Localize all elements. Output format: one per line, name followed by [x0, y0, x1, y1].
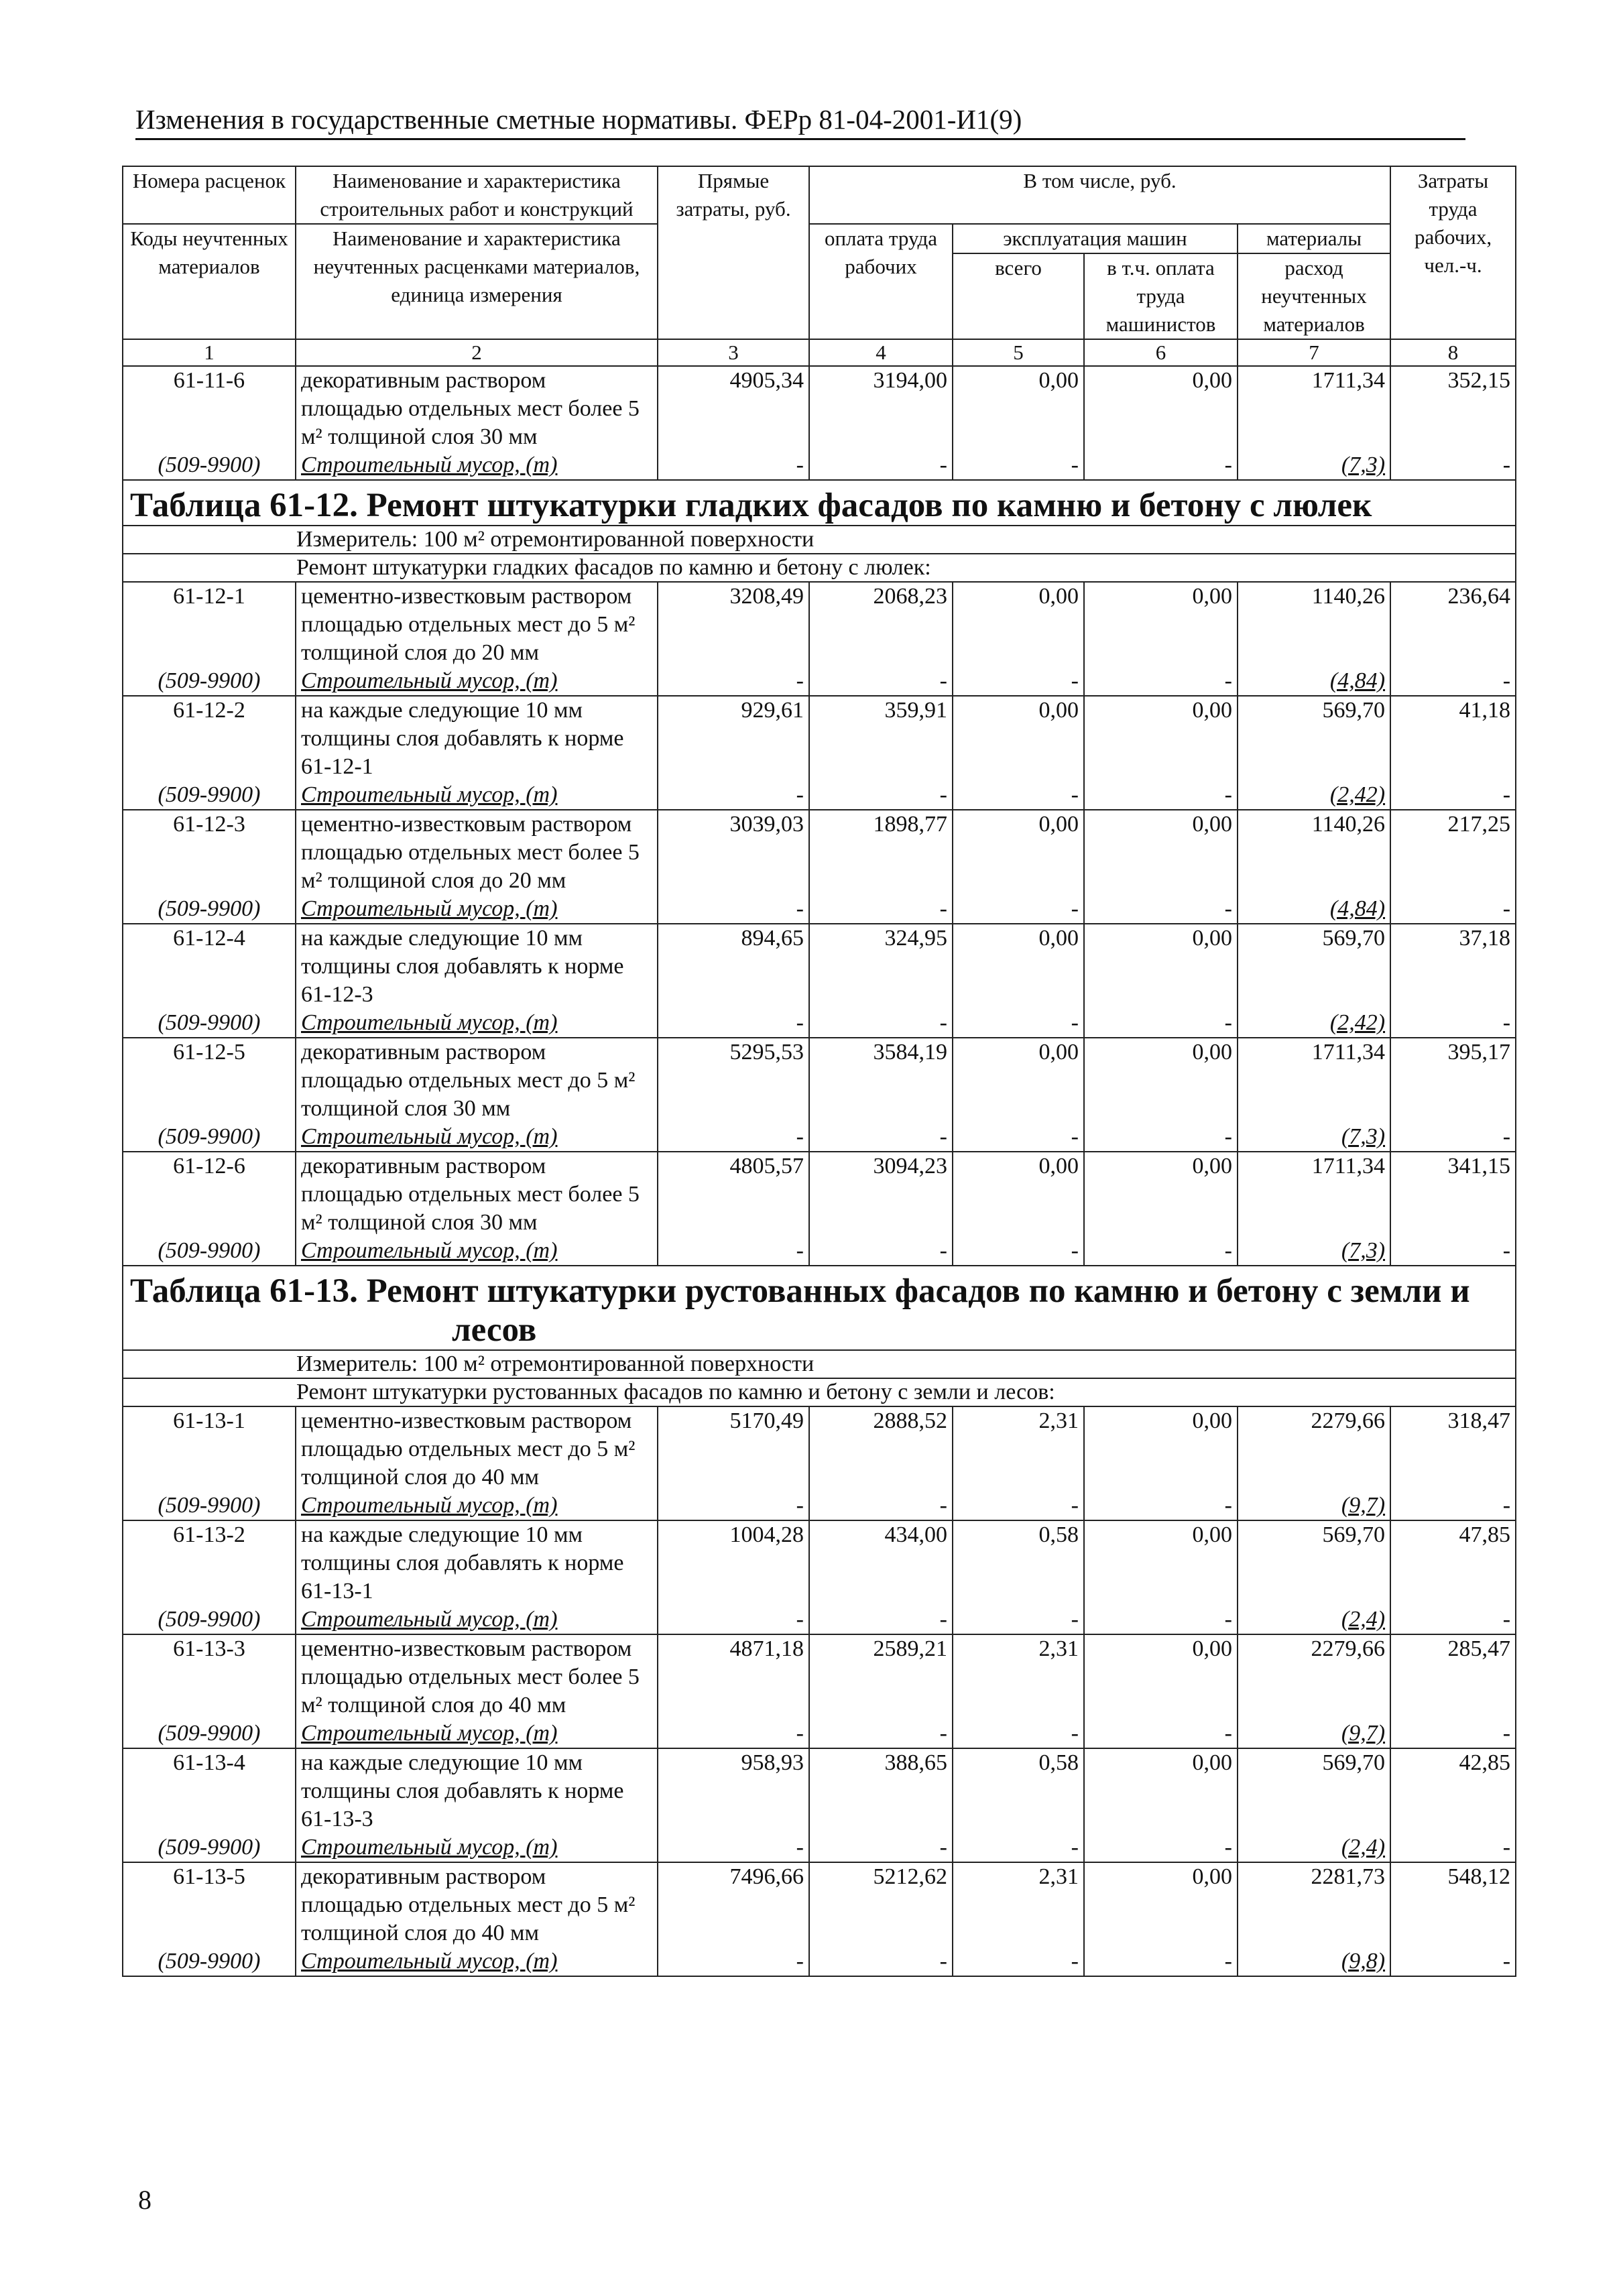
material-code: (509-9900) [123, 667, 296, 696]
table-61-12-subtitle: Ремонт штукатурки гладких фасадов по камню и бетону с люлек: [123, 554, 1516, 582]
material-code: (509-9900) [123, 1492, 296, 1520]
direct-costs-value: 4805,57 [658, 1152, 809, 1237]
table-61-13-meter-row [123, 1350, 1516, 1378]
rate-row [123, 366, 1516, 451]
empty-value-dash: - [809, 781, 953, 810]
empty-value-dash: - [953, 1947, 1084, 1976]
empty-value-dash: - [1390, 1123, 1516, 1152]
header-row-1 [123, 166, 1516, 224]
empty-value-dash: - [1390, 781, 1516, 810]
materials-value: 569,70 [1238, 1520, 1390, 1606]
labor-hours-value: 285,47 [1390, 1634, 1516, 1719]
empty-value-dash: - [953, 667, 1084, 696]
empty-value-dash: - [1084, 781, 1238, 810]
machinist-pay-value: 0,00 [1084, 1520, 1238, 1606]
machinist-pay-value: 0,00 [1084, 810, 1238, 895]
rate-row [123, 924, 1516, 1009]
direct-costs-value: 5170,49 [658, 1406, 809, 1492]
empty-value-dash: - [658, 667, 809, 696]
rate-code: 61-12-2 [123, 696, 296, 781]
empty-value-dash: - [658, 781, 809, 810]
material-name: Строительный мусор, (т) [296, 1833, 658, 1862]
header-machinist-pay: в т.ч. оплата труда машинистов [1084, 253, 1238, 339]
header-materials-group: материалы [1238, 224, 1390, 253]
rate-code: 61-11-6 [123, 366, 296, 451]
empty-value-dash: - [953, 781, 1084, 810]
empty-value-dash: - [1084, 667, 1238, 696]
material-row [123, 1492, 1516, 1520]
material-quantity: (4,84) [1238, 895, 1390, 924]
table-61-13-title [123, 1266, 1516, 1350]
direct-costs-value: 929,61 [658, 696, 809, 781]
empty-value-dash: - [658, 895, 809, 924]
material-name: Строительный мусор, (т) [296, 895, 658, 924]
empty-value-dash: - [809, 1492, 953, 1520]
page-number: 8 [138, 2185, 152, 2215]
machinist-pay-value: 0,00 [1084, 1152, 1238, 1237]
empty-value-dash: - [1084, 1123, 1238, 1152]
column-number: 3 [658, 339, 809, 366]
labor-pay-value: 388,65 [809, 1748, 953, 1833]
machines-total-value: 0,00 [953, 366, 1084, 451]
empty-value-dash: - [953, 1009, 1084, 1038]
empty-value-dash: - [953, 1123, 1084, 1152]
empty-value-dash: - [809, 1833, 953, 1862]
machinist-pay-value: 0,00 [1084, 1862, 1238, 1947]
material-name: Строительный мусор, (т) [296, 1009, 658, 1038]
material-quantity: (4,84) [1238, 667, 1390, 696]
empty-value-dash: - [1084, 1947, 1238, 1976]
material-row [123, 1606, 1516, 1634]
material-name: Строительный мусор, (т) [296, 667, 658, 696]
material-code: (509-9900) [123, 1947, 296, 1976]
materials-value: 569,70 [1238, 924, 1390, 1009]
rate-description: декоративным раствором площадью отдельных мест более 5 м² толщиной слоя 30 мм [296, 1152, 658, 1237]
material-quantity: (2,42) [1238, 781, 1390, 810]
material-quantity: (7,3) [1238, 1237, 1390, 1266]
material-quantity: (2,4) [1238, 1833, 1390, 1862]
labor-pay-value: 2888,52 [809, 1406, 953, 1492]
rate-description: на каждые следующие 10 мм толщины слоя добавлять к норме 61-12-1 [296, 696, 658, 781]
direct-costs-value: 7496,66 [658, 1862, 809, 1947]
machines-total-value: 0,00 [953, 810, 1084, 895]
machinist-pay-value: 0,00 [1084, 696, 1238, 781]
material-name: Строительный мусор, (т) [296, 1947, 658, 1976]
empty-value-dash: - [1084, 1492, 1238, 1520]
empty-value-dash: - [953, 1719, 1084, 1748]
direct-costs-value: 958,93 [658, 1748, 809, 1833]
material-row [123, 895, 1516, 924]
rate-description: на каждые следующие 10 мм толщины слоя добавлять к норме 61-12-3 [296, 924, 658, 1009]
empty-value-dash: - [809, 451, 953, 480]
material-row [123, 1947, 1516, 1976]
rate-code: 61-13-4 [123, 1748, 296, 1833]
material-row [123, 1719, 1516, 1748]
rate-code: 61-13-3 [123, 1634, 296, 1719]
machinist-pay-value: 0,00 [1084, 1406, 1238, 1492]
machines-total-value: 0,00 [953, 1152, 1084, 1237]
table-61-12-meter-row [123, 526, 1516, 554]
table-61-12-title: Таблица 61-12. Ремонт штукатурки гладких фасадов по камню и бетону с люлек [123, 480, 1516, 526]
direct-costs-value: 3039,03 [658, 810, 809, 895]
material-quantity: (2,42) [1238, 1009, 1390, 1038]
rate-description: декоративным раствором площадью отдельных мест более 5 м² толщиной слоя 30 мм [296, 366, 658, 451]
header-materials-consumption: расход неучтенных материалов [1238, 253, 1390, 339]
empty-value-dash: - [1390, 1237, 1516, 1266]
material-quantity: (7,3) [1238, 1123, 1390, 1152]
labor-hours-value: 236,64 [1390, 582, 1516, 667]
labor-pay-value: 1898,77 [809, 810, 953, 895]
empty-value-dash: - [1390, 1947, 1516, 1976]
material-row [123, 1009, 1516, 1038]
table-61-13-meter: Измеритель: 100 м² отремонтированной поверхности [123, 1350, 1516, 1378]
labor-hours-value: 395,17 [1390, 1038, 1516, 1123]
empty-value-dash: - [1390, 667, 1516, 696]
table-61-13-title-row [123, 1266, 1516, 1350]
direct-costs-value: 3208,49 [658, 582, 809, 667]
labor-pay-value: 3094,23 [809, 1152, 953, 1237]
labor-pay-value: 324,95 [809, 924, 953, 1009]
empty-value-dash: - [809, 1947, 953, 1976]
machines-total-value: 0,00 [953, 582, 1084, 667]
materials-value: 1711,34 [1238, 1152, 1390, 1237]
labor-hours-value: 47,85 [1390, 1520, 1516, 1606]
empty-value-dash: - [658, 1833, 809, 1862]
empty-value-dash: - [1084, 1719, 1238, 1748]
table-61-12-title-row [123, 480, 1516, 526]
materials-value: 569,70 [1238, 696, 1390, 781]
empty-value-dash: - [1084, 895, 1238, 924]
labor-pay-value: 359,91 [809, 696, 953, 781]
empty-value-dash: - [809, 667, 953, 696]
empty-value-dash: - [1390, 895, 1516, 924]
empty-value-dash: - [658, 1719, 809, 1748]
machinist-pay-value: 0,00 [1084, 924, 1238, 1009]
rate-description: цементно-известковым раствором площадью отдельных мест до 5 м² толщиной слоя до 20 мм [296, 582, 658, 667]
material-code: (509-9900) [123, 1237, 296, 1266]
direct-costs-value: 5295,53 [658, 1038, 809, 1123]
rate-code: 61-12-4 [123, 924, 296, 1009]
materials-value: 1711,34 [1238, 366, 1390, 451]
machines-total-value: 0,00 [953, 1038, 1084, 1123]
materials-value: 2279,66 [1238, 1634, 1390, 1719]
labor-hours-value: 37,18 [1390, 924, 1516, 1009]
material-code: (509-9900) [123, 781, 296, 810]
header-including-group: В том числе, руб. [809, 166, 1390, 224]
column-number: 6 [1084, 339, 1238, 366]
rate-code: 61-13-2 [123, 1520, 296, 1606]
machinist-pay-value: 0,00 [1084, 582, 1238, 667]
machines-total-value: 2,31 [953, 1406, 1084, 1492]
empty-value-dash: - [658, 1123, 809, 1152]
material-row [123, 451, 1516, 480]
rate-row [123, 1862, 1516, 1947]
rate-code: 61-12-5 [123, 1038, 296, 1123]
estimate-table [122, 166, 1516, 1977]
machinist-pay-value: 0,00 [1084, 366, 1238, 451]
labor-pay-value: 3194,00 [809, 366, 953, 451]
material-quantity: (9,7) [1238, 1492, 1390, 1520]
rate-row [123, 582, 1516, 667]
labor-hours-value: 548,12 [1390, 1862, 1516, 1947]
rate-description: на каждые следующие 10 мм толщины слоя добавлять к норме 61-13-3 [296, 1748, 658, 1833]
empty-value-dash: - [1390, 451, 1516, 480]
labor-hours-value: 318,47 [1390, 1406, 1516, 1492]
header-name-bottom: Наименование и характеристика неучтенных расценками материалов, единица измерения [296, 224, 658, 339]
rate-description: на каждые следующие 10 мм толщины слоя добавлять к норме 61-13-1 [296, 1520, 658, 1606]
empty-value-dash: - [953, 895, 1084, 924]
header-labor-pay: оплата труда рабочих [809, 224, 953, 339]
labor-hours-value: 217,25 [1390, 810, 1516, 895]
column-number: 5 [953, 339, 1084, 366]
empty-value-dash: - [809, 1123, 953, 1152]
table-61-13-title-line2: лесов [452, 1311, 537, 1349]
header-machines-group: эксплуатация машин [953, 224, 1238, 253]
materials-value: 1140,26 [1238, 810, 1390, 895]
materials-value: 1140,26 [1238, 582, 1390, 667]
empty-value-dash: - [658, 1606, 809, 1634]
rate-row [123, 1406, 1516, 1492]
rate-row [123, 810, 1516, 895]
labor-pay-value: 5212,62 [809, 1862, 953, 1947]
empty-value-dash: - [953, 451, 1084, 480]
empty-value-dash: - [809, 1009, 953, 1038]
rate-code: 61-12-3 [123, 810, 296, 895]
material-quantity: (9,7) [1238, 1719, 1390, 1748]
material-quantity: (7,3) [1238, 451, 1390, 480]
table-61-12-subtitle-row [123, 554, 1516, 582]
machines-total-value: 0,00 [953, 924, 1084, 1009]
labor-pay-value: 434,00 [809, 1520, 953, 1606]
materials-value: 1711,34 [1238, 1038, 1390, 1123]
empty-value-dash: - [1084, 451, 1238, 480]
column-number: 8 [1390, 339, 1516, 366]
empty-value-dash: - [1390, 1492, 1516, 1520]
machines-total-value: 2,31 [953, 1634, 1084, 1719]
empty-value-dash: - [953, 1833, 1084, 1862]
labor-hours-value: 42,85 [1390, 1748, 1516, 1833]
header-row-2 [123, 224, 1516, 253]
material-code: (509-9900) [123, 1833, 296, 1862]
material-name: Строительный мусор, (т) [296, 1237, 658, 1266]
labor-pay-value: 3584,19 [809, 1038, 953, 1123]
materials-value: 569,70 [1238, 1748, 1390, 1833]
empty-value-dash: - [658, 451, 809, 480]
labor-pay-value: 2589,21 [809, 1634, 953, 1719]
page-header-title: Изменения в государственные сметные нормативы. ФЕРр 81-04-2001-И1(9) [135, 102, 1465, 140]
empty-value-dash: - [658, 1009, 809, 1038]
empty-value-dash: - [1390, 1833, 1516, 1862]
material-name: Строительный мусор, (т) [296, 1492, 658, 1520]
rate-code: 61-13-1 [123, 1406, 296, 1492]
empty-value-dash: - [809, 1719, 953, 1748]
table-61-13-title-line1: Таблица 61-13. Ремонт штукатурки рустованных фасадов по камню и бетону с земли и [130, 1272, 1470, 1310]
empty-value-dash: - [1084, 1606, 1238, 1634]
header-direct-costs: Прямые затраты, руб. [658, 166, 809, 339]
labor-hours-value: 352,15 [1390, 366, 1516, 451]
material-row [123, 781, 1516, 810]
empty-value-dash: - [809, 1606, 953, 1634]
column-number: 1 [123, 339, 296, 366]
material-row [123, 1833, 1516, 1862]
material-name: Строительный мусор, (т) [296, 1123, 658, 1152]
labor-pay-value: 2068,23 [809, 582, 953, 667]
direct-costs-value: 894,65 [658, 924, 809, 1009]
material-code: (509-9900) [123, 1123, 296, 1152]
empty-value-dash: - [953, 1237, 1084, 1266]
material-quantity: (9,8) [1238, 1947, 1390, 1976]
empty-value-dash: - [658, 1947, 809, 1976]
table-61-13-subtitle-row [123, 1378, 1516, 1406]
column-number: 2 [296, 339, 658, 366]
direct-costs-value: 4871,18 [658, 1634, 809, 1719]
material-name: Строительный мусор, (т) [296, 781, 658, 810]
material-name: Строительный мусор, (т) [296, 1719, 658, 1748]
rate-row [123, 696, 1516, 781]
rate-row [123, 1748, 1516, 1833]
rate-row [123, 1038, 1516, 1123]
material-code: (509-9900) [123, 451, 296, 480]
labor-hours-value: 41,18 [1390, 696, 1516, 781]
rate-description: цементно-известковым раствором площадью отдельных мест более 5 м² толщиной слоя до 20 мм [296, 810, 658, 895]
direct-costs-value: 1004,28 [658, 1520, 809, 1606]
material-code: (509-9900) [123, 1009, 296, 1038]
empty-value-dash: - [1084, 1237, 1238, 1266]
material-name: Строительный мусор, (т) [296, 451, 658, 480]
empty-value-dash: - [658, 1237, 809, 1266]
material-row [123, 1123, 1516, 1152]
empty-value-dash: - [1390, 1606, 1516, 1634]
rate-code: 61-13-5 [123, 1862, 296, 1947]
header-machines-total: всего [953, 253, 1084, 339]
labor-hours-value: 341,15 [1390, 1152, 1516, 1237]
header-codes-bottom: Коды неучтенных материалов [123, 224, 296, 339]
empty-value-dash: - [1084, 1833, 1238, 1862]
empty-value-dash: - [1390, 1719, 1516, 1748]
material-code: (509-9900) [123, 1606, 296, 1634]
machinist-pay-value: 0,00 [1084, 1634, 1238, 1719]
column-number: 7 [1238, 339, 1390, 366]
machines-total-value: 2,31 [953, 1862, 1084, 1947]
empty-value-dash: - [1084, 1009, 1238, 1038]
material-name: Строительный мусор, (т) [296, 1606, 658, 1634]
header-codes-top: Номера расценок [123, 166, 296, 224]
empty-value-dash: - [809, 1237, 953, 1266]
rate-code: 61-12-6 [123, 1152, 296, 1237]
material-code: (509-9900) [123, 1719, 296, 1748]
material-row [123, 1237, 1516, 1266]
empty-value-dash: - [953, 1606, 1084, 1634]
material-code: (509-9900) [123, 895, 296, 924]
material-row [123, 667, 1516, 696]
table-61-13-subtitle: Ремонт штукатурки рустованных фасадов по камню и бетону с земли и лесов: [123, 1378, 1516, 1406]
table-61-12-meter: Измеритель: 100 м² отремонтированной поверхности [123, 526, 1516, 554]
column-number: 4 [809, 339, 953, 366]
column-numbers-row [123, 339, 1516, 366]
materials-value: 2281,73 [1238, 1862, 1390, 1947]
machines-total-value: 0,58 [953, 1748, 1084, 1833]
empty-value-dash: - [953, 1492, 1084, 1520]
rate-code: 61-12-1 [123, 582, 296, 667]
rate-row [123, 1634, 1516, 1719]
header-labor-hours: Затраты труда рабочих, чел.-ч. [1390, 166, 1516, 339]
header-name-top: Наименование и характеристика строительных работ и конструкций [296, 166, 658, 224]
machines-total-value: 0,00 [953, 696, 1084, 781]
rate-description: декоративным раствором площадью отдельных мест до 5 м² толщиной слоя до 40 мм [296, 1862, 658, 1947]
empty-value-dash: - [809, 895, 953, 924]
machinist-pay-value: 0,00 [1084, 1038, 1238, 1123]
rate-description: цементно-известковым раствором площадью отдельных мест до 5 м² толщиной слоя до 40 мм [296, 1406, 658, 1492]
direct-costs-value: 4905,34 [658, 366, 809, 451]
machinist-pay-value: 0,00 [1084, 1748, 1238, 1833]
rate-row [123, 1520, 1516, 1606]
rate-description: цементно-известковым раствором площадью отдельных мест более 5 м² толщиной слоя до 40 мм [296, 1634, 658, 1719]
empty-value-dash: - [658, 1492, 809, 1520]
materials-value: 2279,66 [1238, 1406, 1390, 1492]
rate-row [123, 1152, 1516, 1237]
empty-value-dash: - [1390, 1009, 1516, 1038]
material-quantity: (2,4) [1238, 1606, 1390, 1634]
machines-total-value: 0,58 [953, 1520, 1084, 1606]
rate-description: декоративным раствором площадью отдельных мест до 5 м² толщиной слоя 30 мм [296, 1038, 658, 1123]
